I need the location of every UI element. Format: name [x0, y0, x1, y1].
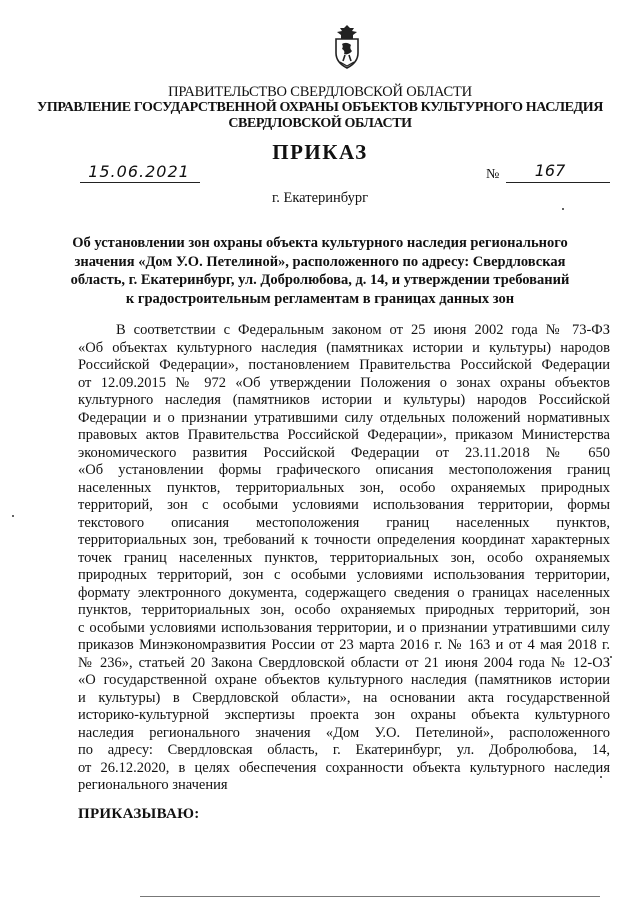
scan-speck [610, 656, 612, 658]
order-title-line: Об установлении зон охраны объекта культурного наследия регионального [72, 235, 568, 251]
department-name-line1: УПРАВЛЕНИЕ ГОСУДАРСТВЕННОЙ ОХРАНЫ ОБЪЕКТОВ КУЛЬТУРНОГО НАСЛЕДИЯ [37, 100, 603, 115]
body-line: Российской Федерации», постановлением Правительства Российской Федерации [78, 357, 610, 373]
department-name-line2: СВЕРДЛОВСКОЙ ОБЛАСТИ [228, 116, 412, 131]
body-line: культурного наследия (памятников истории и культуры) народов Российской [78, 392, 610, 408]
coat-of-arms-emblem [330, 22, 364, 70]
body-line: экономического развития Российской Федерации от 23.11.2018 № 650 [78, 444, 610, 461]
page-bottom-line [140, 896, 600, 897]
order-title-line: к градостроительным регламентам в границах данных зон [125, 290, 515, 307]
body-line: «Об установлении формы графического описания местоположения границ [78, 462, 610, 478]
scan-speck [562, 208, 564, 210]
date-underline [80, 182, 200, 183]
body-line: текстового описания местоположения границ населенных пунктов, [78, 514, 610, 531]
number-label: № [486, 167, 500, 182]
body-line: правовых актов Правительства Российской Федерации», приказом Министерства [78, 427, 610, 443]
body-line: природных территорий, зон с особыми условиями использования территории, [78, 567, 610, 583]
scan-speck [600, 776, 602, 778]
body-line: по адресу: Свердловская область, г. Екатеринбург, ул. Добролюбова, 14, [78, 742, 610, 758]
body-line: территориальных зон, требований к точности определения координат характерных [78, 532, 610, 548]
body-line: с особыми условиями использования территории, и о признании утратившими силу [78, 619, 610, 636]
order-title-line: значения «Дом У.О. Петелиной», расположенного по адресу: Свердловская [74, 253, 566, 270]
body-line: В соответствии с Федеральным законом от 25 июня 2002 года № 73-ФЗ [116, 322, 610, 338]
handwritten-date: 15.06.2021 [88, 162, 190, 181]
body-line: и культуры) в Свердловской области», на основании акта государственной [78, 689, 610, 706]
body-line: точек границ населенных пунктов, территориальных зон, особо охраняемых [78, 549, 610, 566]
body-line: от 12.09.2015 № 972 «Об утверждении Положения о зонах охраны объектов [78, 374, 610, 391]
body-line: историко-культурной экспертизы проекта зон охраны объекта культурного [78, 707, 610, 723]
body-line: от 26.12.2020, в целях обеспечения сохранности объекта культурного наследия [78, 759, 610, 776]
body-line: «О государственной охране объектов культурного наследия (памятников истории [78, 672, 610, 688]
body-line: формату электронного документа, содержащего сведения о границах населенных [78, 584, 610, 601]
body-line: «Об объектах культурного наследия (памятниках истории и культуры) народов [78, 339, 610, 356]
document-type-title: ПРИКАЗ [272, 140, 368, 164]
body-line: Федерации и о признании утратившими силу отдельных положений нормативных [78, 409, 610, 426]
body-line: территорий, зон с особыми условиями использования территории, формы [78, 497, 610, 513]
body-line: регионального значения [78, 777, 228, 793]
body-line: наследия регионального значения «Дом У.О. Петелиной», расположенного [78, 724, 610, 741]
decree-heading: ПРИКАЗЫВАЮ: [78, 806, 200, 822]
body-line: приказов Минэкономразвития России от 23 марта 2016 г. № 163 и от 4 мая 2018 г. [78, 637, 610, 653]
government-name: ПРАВИТЕЛЬСТВО СВЕРДЛОВСКОЙ ОБЛАСТИ [168, 84, 472, 100]
order-title [70, 234, 570, 308]
number-underline [506, 182, 610, 183]
department-name [0, 100, 640, 132]
body-line: пунктов, территориальных зон, особо охраняемых природных территорий, зон [78, 602, 610, 618]
handwritten-number: 167 [534, 161, 566, 180]
order-title-line: область, г. Екатеринбург, ул. Добролюбова, д. 14, и утверждении требований [70, 272, 570, 288]
body-line: населенных пунктов, территориальных зон, особо охраняемых природных [78, 479, 610, 496]
city: г. Екатеринбург [271, 190, 369, 206]
preamble-paragraph [78, 322, 610, 795]
body-line: № 236», статьей 20 Закона Свердловской области от 21 июня 2004 года № 12-ОЗ [78, 654, 610, 671]
scan-speck [12, 515, 14, 517]
